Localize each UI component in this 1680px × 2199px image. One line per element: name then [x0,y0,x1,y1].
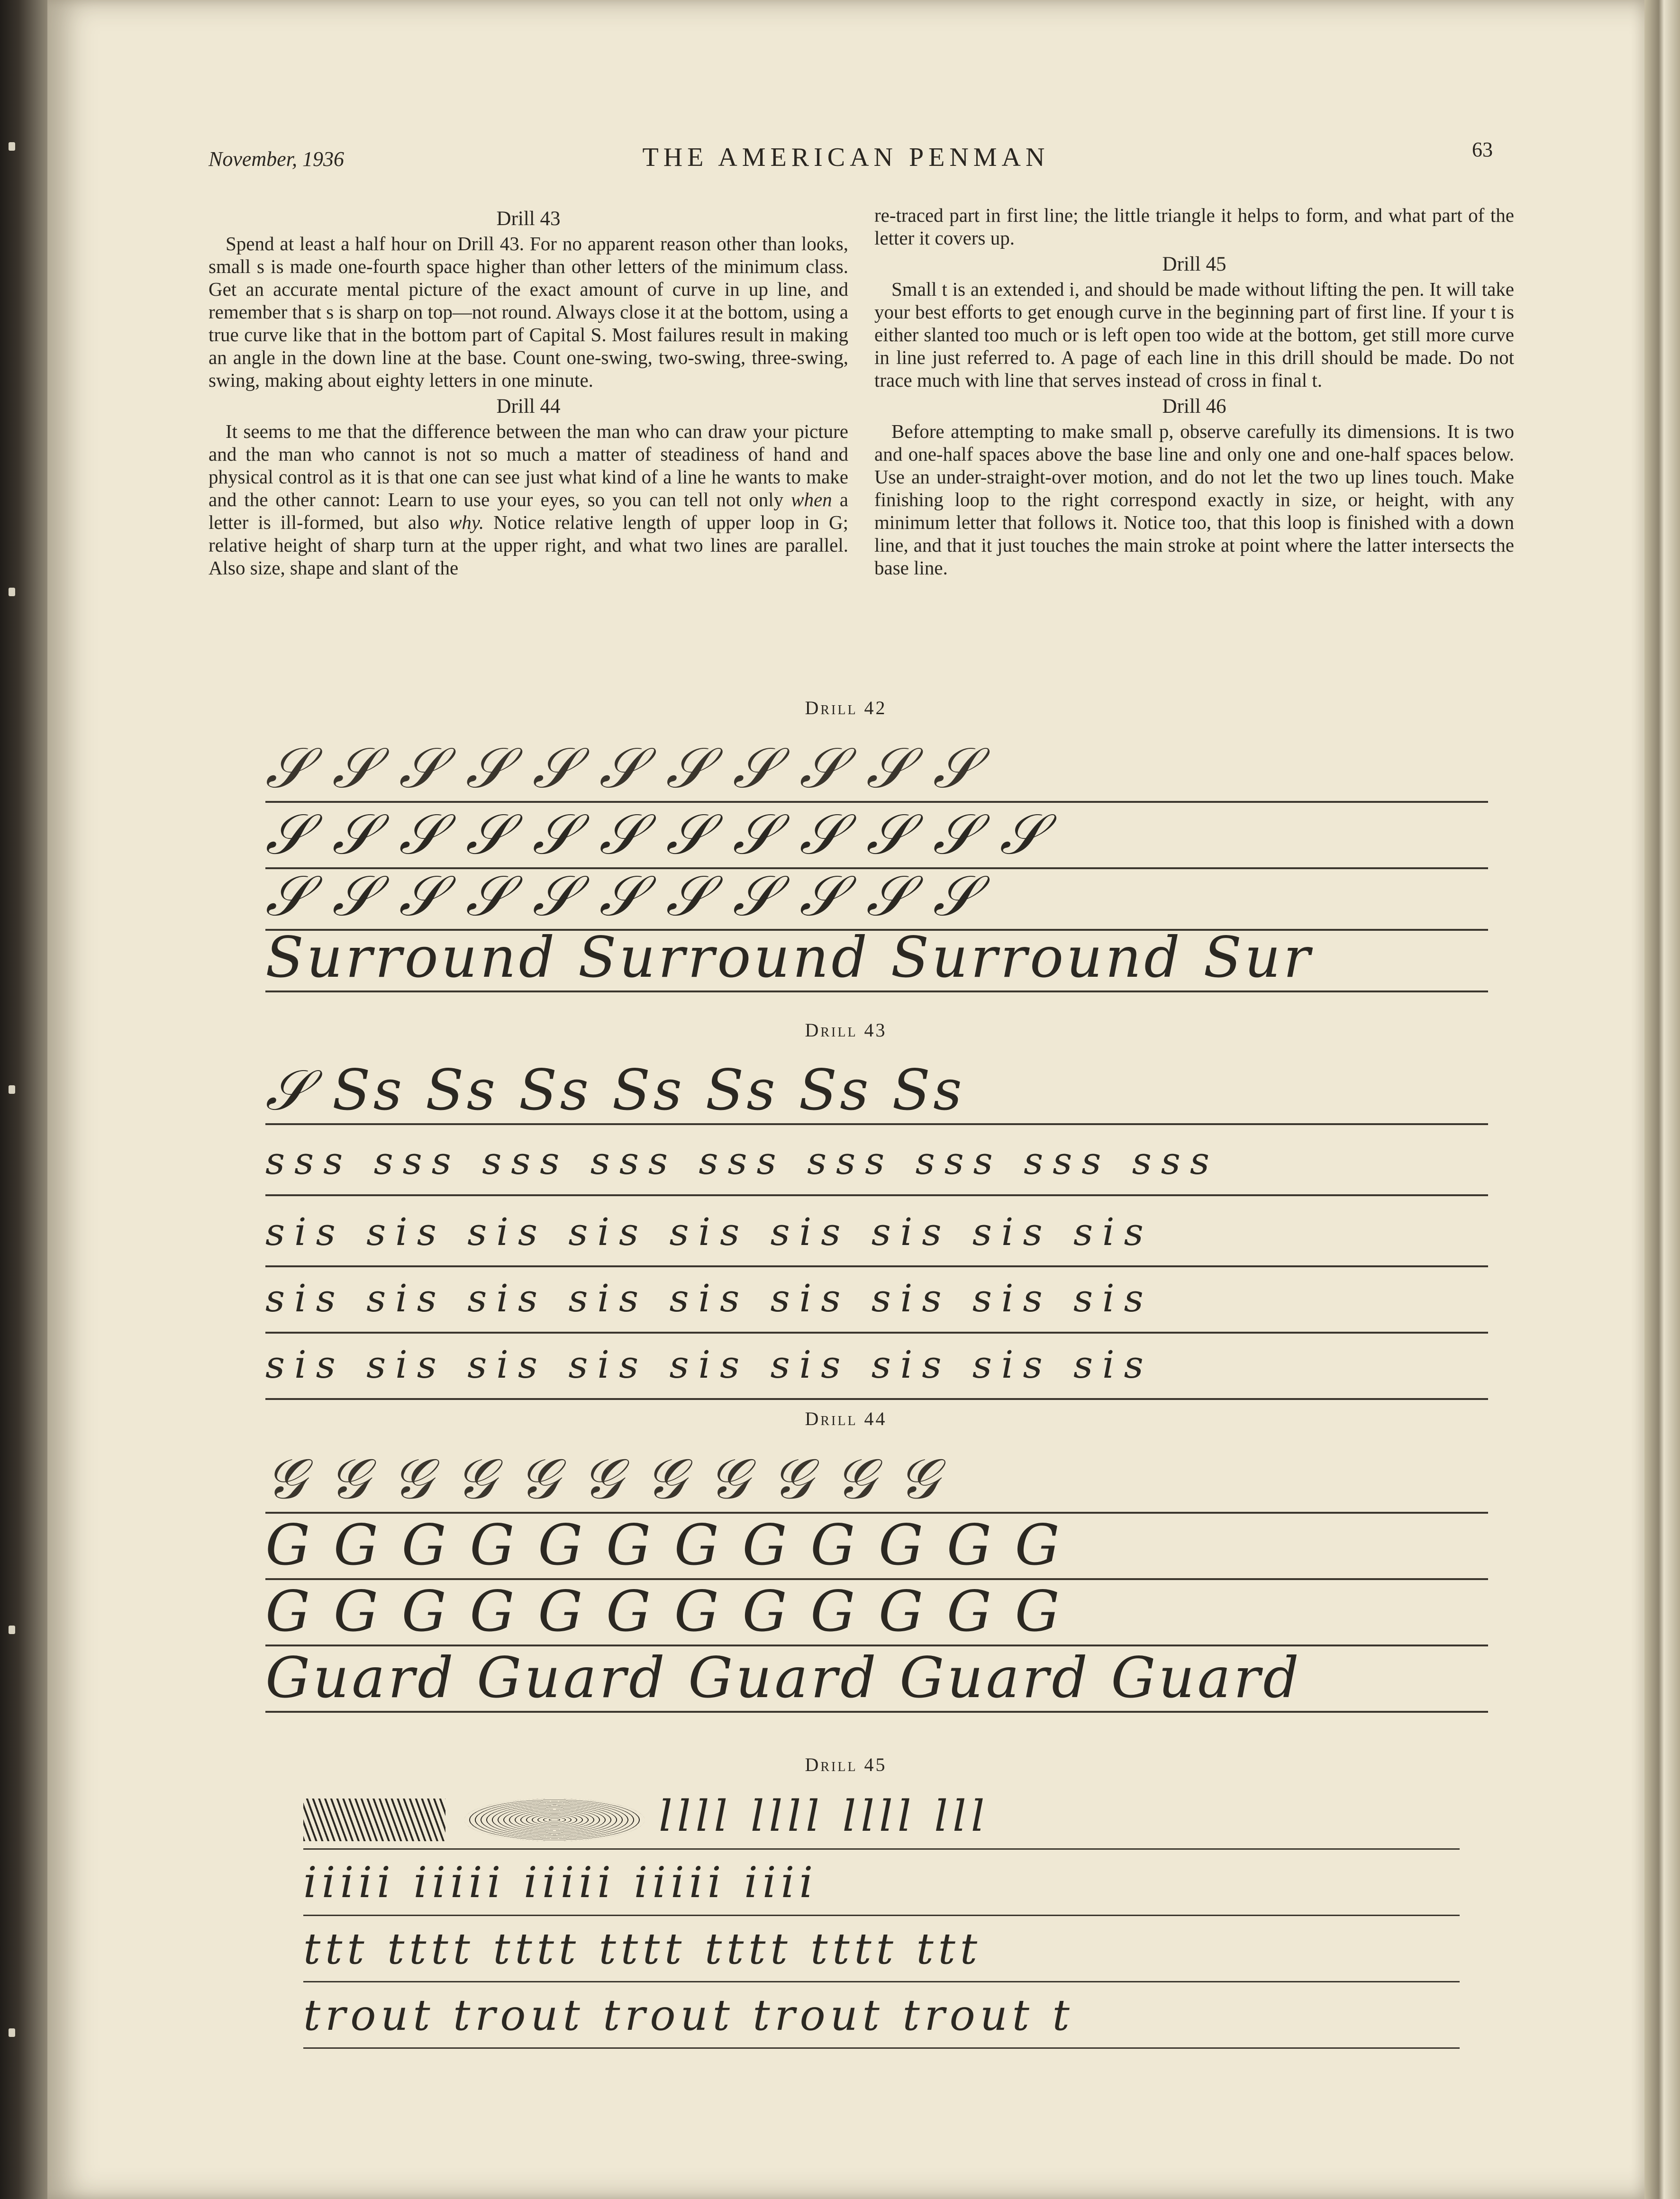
magazine-page [47,0,1644,2199]
drill-43-heading: Drill 43 [496,208,561,230]
drill-43-text: Spend at least a half hour on Drill 43. For no apparent reason other than looks, small s is made one-fourth space higher than other letters of the minimum class. Get an accurate mental picture of the exact amount of curve in up line, and remember that s is sharp on top—not round. Always close it at the bottom, using a true curve like that in the bottom part of Capital S. Most failures result in making an angle in the down line at the base. Count one-swing, two-swing, three-swing, swing, making about eighty letters in one minute. [209,233,848,391]
script-row: sis sis sis sis sis sis sis sis sis [265,1336,1488,1400]
running-header [209,138,1493,180]
script-row: llll llll llll lll [303,1791,1460,1850]
issue-date: November, 1936 [209,147,344,171]
drill-45-label: Drill 45 [805,1754,887,1775]
script-row: 𝒮 𝒮 𝒮 𝒮 𝒮 𝒮 𝒮 𝒮 𝒮 𝒮 𝒮 [265,739,1488,803]
oval-drill-icon [464,1799,645,1841]
drill-42-label: Drill 42 [805,697,887,718]
script-row: Surround Surround Surround Sur [265,929,1488,992]
drill-45-text: Small t is an extended i, and should be made without lifting the pen. It will take your best efforts to get enough curve in the beginning part of first line. If your t is either slanted too much or is left open too wide at the bottom, get still more curve in line just referred to. A page of each line in this drill should be made. Do not trace much with line that serves instead of cross in final t. [874,278,1514,391]
right-column [874,204,1514,579]
script-row: G G G G G G G G G G G G [265,1583,1488,1646]
script-row: sis sis sis sis sis sis sis sis sis [265,1204,1488,1267]
script-row: 𝒮 𝒮 𝒮 𝒮 𝒮 𝒮 𝒮 𝒮 𝒮 𝒮 𝒮 𝒮 [265,806,1488,869]
script-row: sss sss sss sss sss sss sss sss sss [265,1133,1488,1196]
script-row: G G G G G G G G G G G G [265,1517,1488,1580]
drill-43-label: Drill 43 [805,1019,887,1041]
script-row: 𝒢 𝒢 𝒢 𝒢 𝒢 𝒢 𝒢 𝒢 𝒢 𝒢 𝒢 [265,1450,1488,1514]
drill-44-text: It seems to me that the difference between the man who can draw your picture and the man who cannot is not so much a matter of steadiness of hand and physical control as it is that one can see just what kind of a line he wants to make and the other cannot: Learn to use your eyes, so you can tell not only when a letter is ill-formed, but also why. Notice relative length of upper loop in G; relative height of sharp turn at the upper right, and what two lines are parallel. Also size, shape and slant of the [209,420,849,579]
script-row: iiiii iiiii iiiii iiiii iiii [303,1858,1460,1916]
drill-44-label: Drill 44 [805,1408,887,1429]
left-column [209,204,848,579]
page-number: 63 [1472,138,1493,161]
script-row: trout trout trout trout trout t [303,1990,1460,2049]
script-row: Guard Guard Guard Guard Guard [265,1649,1488,1713]
script-row: sis sis sis sis sis sis sis sis sis [265,1270,1488,1334]
binding-mark [9,1085,15,1094]
script-row: 𝒮 Ss Ss Ss Ss Ss Ss Ss [265,1062,1488,1125]
drill-44-continued: re-traced part in first line; the little triangle it helps to form, and what part of the letter it covers up. [874,204,1514,249]
slant-drill-icon [303,1799,445,1841]
binding-mark [9,588,15,596]
script-row: ttt tttt tttt tttt tttt tttt ttt [303,1924,1460,1982]
drill-46-text: Before attempting to make small p, observe carefully its dimensions. It is two and one-half spaces above the base line and only one and one-half spaces below. Use an under-straight-over motion, and do not let the two up lines touch. Make finishing loop to the right correspond exactly in size, or height, with any minimum letter that follows it. Notice too, that this loop is finished with a down line, and that it just touches the main stroke at point where the latter intersects the base line. [874,420,1514,579]
script-row: 𝒮 𝒮 𝒮 𝒮 𝒮 𝒮 𝒮 𝒮 𝒮 𝒮 𝒮 [265,867,1488,931]
drill-44-heading: Drill 44 [496,395,561,418]
magazine-title: THE AMERICAN PENMAN [642,143,1050,172]
page-edge [1644,0,1680,2199]
binding-mark [9,2028,15,2037]
binding-mark [9,142,15,151]
binding-mark [9,1626,15,1634]
drill-46-heading: Drill 46 [1162,395,1226,418]
drill-45-heading: Drill 45 [1162,253,1226,275]
